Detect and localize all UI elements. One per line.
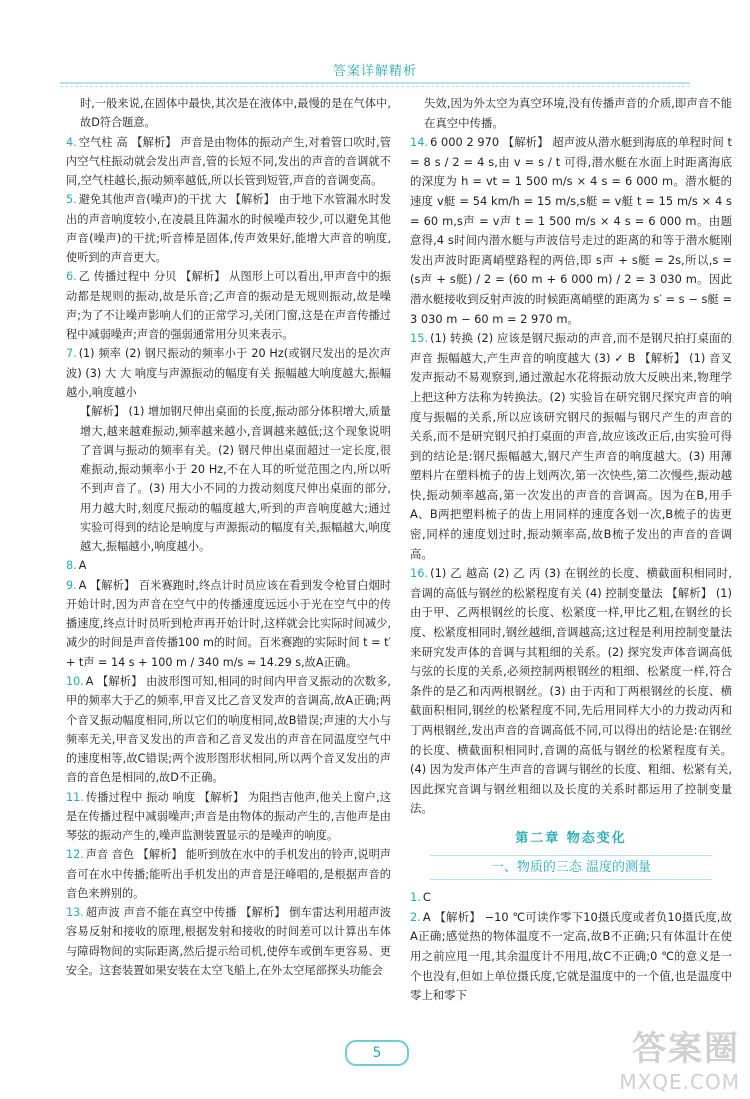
header-divider-dashed [60,86,690,87]
watermark-top: 答案圈 [632,1029,740,1069]
answer-number: 12. [66,848,84,862]
answer-text: A 【解析】 由波形图可知,相同的时间内甲音叉振动的次数多,甲的频率大于乙的频率,甲音叉比乙音叉发声的音调高,故A正确;两个音叉振动幅度相同,所以它们的响度相同,故B错误;声速的大小与频率无关,甲音叉发出的声音和乙音叉发出的声音在同温度空气中的速度相等,故C错误;两个波形图形状相同,所以两个音叉发出的声音的音色是相同的,故D不正确。 [66,674,391,785]
watermark-bottom: MXQE.COM [619,1070,740,1094]
answer-item [410,94,732,133]
answer-text: 空气柱 高 【解析】 声音是由物体的振动产生,对着管口吹时,管内空气柱振动就会发出声音,管的长短不同,发出的声音的音调就不同,空气柱越长,振动频率越低,所以长管到短管,声音的音调变高。 [66,135,391,188]
answer-item [66,556,391,575]
left-column [66,94,391,980]
answer-text: A [78,559,87,573]
answer-item [66,402,391,556]
answer-number: 4. [66,135,77,149]
answer-item [66,903,391,980]
right-column [410,94,732,1006]
answer-number: 2. [410,909,421,924]
answer-item [66,94,391,133]
page-header [0,0,750,95]
answer-number: 1. [410,890,421,905]
header-divider [60,82,690,84]
answer-number: 13. [66,906,84,920]
answer-text: A 【解析】 −10 ℃可读作零下10摄氏度或者负10摄氏度,故A正确;感觉热的物体温度不一定高,故B不正确;只有体温计在使用之前应甩一甩,其余温度计不用甩,故C不正确;0 ℃的意义是一个也没有,但如上单位摄氏度,它就是温度中的一个值,也是温度中零上和零下 [410,909,732,1003]
answer-item [410,908,732,1006]
chapter-title: 第二章 物态变化 [515,830,627,846]
section-title: 一、物质的三态 温度的测量 [430,855,712,881]
answer-number: 16. [410,566,429,581]
answer-text: 声音 音色 【解析】 能听到放在水中的手机发出的铃声,说明声音可在水中传播;能听出手机发出的声音是汪峰唱的,是根据声音的音色来辨别的。 [66,848,391,900]
answer-text: (1) 转换 (2) 应该是钢尺振动的声音,而不是钢尺拍打桌面的声音 振幅越大,产生声音的响度越大 (3) ✓ B 【解析】 (1) 音叉发声振动不易观察到,通过激起水花将振动放大反映出来,物理学上把这种方法称为转换法。(2) 实验旨在研究钢尺探究声音的响度与振幅的关系,所以应该研究钢尺的振幅与钢尺产生的声音的关系,而不是研究钢尺拍打桌面的声音,故应该改正后,由实验可得到的结论是:钢尺振幅越大,钢尺产生声音的响度越大。(3) 用薄塑料片在塑料梳子的齿上划两次,第一次快些,第二次慢些,振动越快,振动频率越高,第一次发出的声音的音调高。因为在B,用手A、B两把塑料梳子的齿上用同样的速度各划一次,B梳子的齿更密,同样的速度划过时,振动频率高,故B梳子发出的声音的音调高。 [410,331,732,561]
answer-text: C [422,890,431,905]
answer-number: 7. [66,347,77,361]
answer-number: 10. [66,674,84,688]
answer-item [66,133,391,191]
answer-text: 时,一般来说,在固体中最快,其次是在液体中,最慢的是在气体中,故D符合题意。 [80,97,391,130]
answer-text: 乙 传播过程中 分贝 【解析】 从图形上可以看出,甲声音中的振动都是规则的振动,故是乐音;乙声音的振动是无规则振动,故是噪声;为了不让噪声影响人们的正常学习,关闭门窗,这是在声音传播过程中减弱噪声;声音的强弱通常用分贝来表示。 [66,270,391,342]
watermark-logo [590,1021,740,1094]
page-number: 5 [345,1040,409,1066]
answer-item [66,267,391,344]
answer-item [66,344,391,402]
answer-text: 6 000 2 970 【解析】 超声波从潜水艇到海底的单程时间 t = 8 s / 2 = 4 s,由 v = s / t 可得,潜水艇在水面上时距离海底的深度为 h = vt = 1 500 m/s × 4 s = 6 000 m。潜水艇的速度 v艇 = 54 km/h = 15 m/s,s艇 = v艇 t = 15 m/s × 4 s = 60 m,s声 = v声 t = 1 500 m/s × 4 s = 6 000 m。由题意得,4 s时间内潜水艇与声波信号走过的距离的和等于潜水艇刚发出声波时距离峭壁路程的两倍,即 s声 + s艇 = 2s,所以,s = (s声 + s艇) / 2 = (60 m + 6 000 m) / 2 = 3 030 m。因此潜水艇接收到反射声波的时候距离峭壁的距离为 s′ = s − s艇 = 3 030 m − 60 m = 2 970 m。 [410,135,732,326]
answer-text: 传播过程中 振动 响度 【解析】 为阻挡吉他声,他关上窗户,这是在传播过程中减弱噪声;声音是由物体的振动产生的,吉他声是由琴弦的振动产生的,噪声监测装置显示的是噪声的响度。 [66,790,391,843]
answer-item [410,888,732,908]
answer-number: 15. [410,331,429,346]
answer-text: 避免其他声音(噪声)的干扰 大 【解析】 由于地下水管漏水时发出的声音响度较小,在凌晨且阵漏水的时候噪声较少,可以避免其他声音(噪声)的干扰;听音棒是固体,传声效果好,能增大声音的响度,使听到的声音更大。 [66,193,391,265]
answer-item [410,133,732,329]
answer-number: 5. [66,193,77,207]
answer-text: 失效,因为外太空为真空环境,没有传播声音的介质,即声音不能在真空中传播。 [424,96,732,130]
answer-text: (1) 乙 越高 (2) 乙 丙 (3) 在钢丝的长度、横截面积相同时,音调的高低与钢丝的松紧程度有关 (4) 控制变量法 【解析】 (1) 由于甲、乙两根钢丝的长度、松紧度一样,甲比乙粗,在钢丝的长度、松紧度相同时,钢丝越细,音调越高;这过程是利用控制变量法来研究发声体的音调与其粗细的关系。(2) 探究发声体音调高低与弦的长度的关系,必须控制两根钢丝的粗细、松紧度一样,符合条件的是乙和丙两根钢丝。(3) 由于丙和丁两根钢丝的长度、横截面积相同,钢丝的松紧程度不同,先后用同样大小的力拨动丙和丁两根钢丝,发出声音的音调高低不同,可以得出的结论是:在钢丝的长度、横截面积相同时,音调的高低与钢丝的松紧程度有关。(4) 因为发声体产生声音的音调与钢丝的长度、粗细、松紧有关,因此探究音调与钢丝粗细以及长度的关系时都运用了控制变量法。 [410,566,732,816]
answer-text: 【解析】 (1) 增加钢尺伸出桌面的长度,振动部分体积增大,质量增大,越来越难振动,频率越来越小,音调越来越低;这个现象说明了音调与振动的频率有关。(2) 钢尺伸出桌面超过一定长度,很难振动,振动频率小于 20 Hz,不在人耳的听觉范围之内,所以听不到声音了。(3) 用大小不同的力拨动刻度尺伸出桌面的部分,用力越大时,刻度尺振动的幅度越大,听到的声音响度越大;通过实验可得到的结论是响度与声源振动的幅度有关,振幅越大,响度越大,振幅越小,响度越小。 [80,405,391,554]
answer-item [66,845,391,903]
answer-number: 6. [66,270,77,284]
answer-item [66,788,391,846]
answer-item [66,672,391,788]
answer-item [66,190,391,267]
answer-number: 8. [66,559,77,573]
answer-text: (1) 频率 (2) 钢尺振动的频率小于 20 Hz(或钢尺发出的是次声波) (3) 大 大 响度与声源振动的幅度有关 振幅越大响度越大,振幅越小,响度越小 [66,347,391,399]
answer-number: 14. [410,135,429,150]
answer-number: 11. [66,790,84,804]
answer-item [410,329,732,564]
header-title: 答案详解精析 [332,64,417,79]
answer-text: A 【解析】 百米赛跑时,终点计时员应该在看到发令枪冒白烟时开始计时,因为声音在空气中的传播速度远远小于光在空气中的传播速度,终点计时员听到枪声再开始计时,这样就会比实际时间减少,减少的时间是声音传播100 m的时间。百米赛跑的实际时间 t = t′ + t声 = 14 s + 100 m / 340 m/s ≈ 14.29 s,故A正确。 [66,578,391,669]
answer-text: 超声波 声音不能在真空中传播 【解析】 倒车雷达利用超声波容易反射和接收的原理,根据发射和接收的时间差可以计算出车体与障碍物间的实际距离,然后提示给司机,使停车或倒车更容易、更安全。这套装置如果安装在太空飞船上,在外太空尾部探头功能会 [66,906,391,977]
answer-item [410,564,732,819]
answer-number: 9. [66,578,77,592]
answer-item [66,576,391,672]
